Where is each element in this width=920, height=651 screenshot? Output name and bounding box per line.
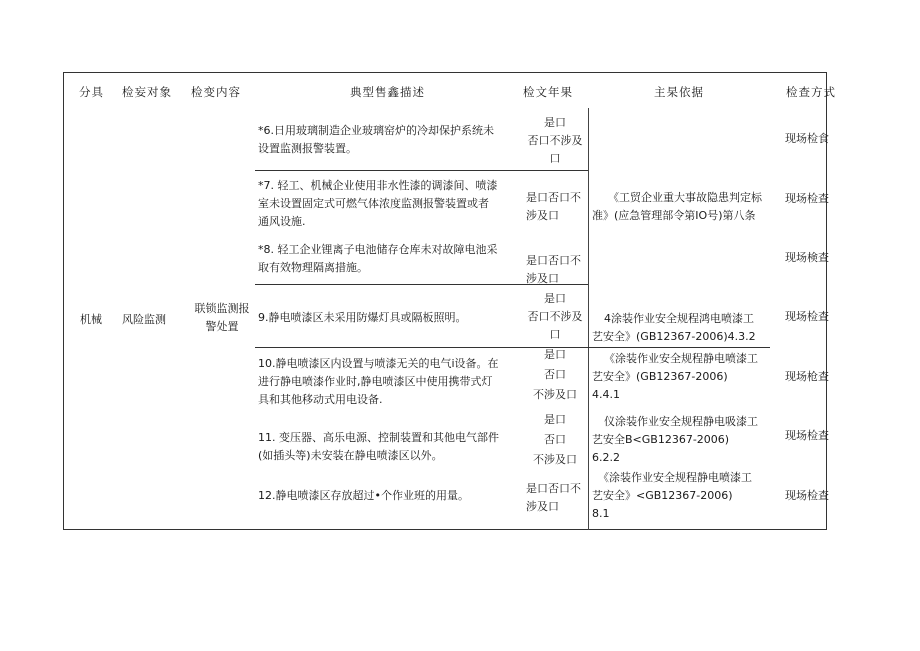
header-result: 检文年果 <box>523 85 573 99</box>
header-category: 分具 <box>79 85 104 99</box>
content-line: 警处置 <box>205 320 239 333</box>
desc-row-10 <box>258 355 499 409</box>
row-divider <box>255 170 588 171</box>
result-line: 是口否口不 <box>526 254 581 267</box>
result-line: 是口 <box>544 348 566 361</box>
basis-line: 8.1 <box>592 507 610 520</box>
result-line: 不涉及口 <box>533 388 577 401</box>
desc-row-8 <box>258 241 498 277</box>
result-line: 是口 <box>544 116 566 129</box>
result-row-8 <box>526 252 581 288</box>
desc-line: 设置监测报警装置。 <box>258 142 357 155</box>
method-row-11: 现场检查 <box>785 429 829 442</box>
desc-line: 10.静电喷漆区内设置与喷漆无关的电气i设备。在 <box>258 357 499 370</box>
content-line: 联锁监测报 <box>194 302 250 315</box>
basis-row-11 <box>592 413 758 467</box>
result-line: 否口不涉及 <box>527 310 583 323</box>
result-line: 是口否口不 <box>526 191 581 204</box>
result-row-11 <box>522 410 588 470</box>
header-basis: 主杲依据 <box>654 85 704 99</box>
desc-row-12: 12.静电喷漆区存放超过•个作业班的用量。 <box>258 489 469 502</box>
header-method: 检查方式 <box>786 85 836 99</box>
basis-line: 《涂装作业安全规程静电喷漆工 <box>598 471 752 484</box>
basis-accident-standard <box>592 189 762 225</box>
desc-row-9: 9.静电喷漆区未采用防爆灯具或隔板照明。 <box>258 311 467 324</box>
basis-line: 艺安全B<GB12367-2006) <box>592 433 730 446</box>
method-row-8: 现场検查 <box>785 251 829 264</box>
result-row-12 <box>526 480 581 516</box>
desc-row-7 <box>258 177 498 231</box>
result-line: 不涉及口 <box>533 453 577 466</box>
basis-line: 艺安全》(GB12367-2006)4.3.2 <box>592 330 756 343</box>
result-line: 是口 <box>544 413 566 426</box>
basis-line: 4.4.1 <box>592 388 620 401</box>
target-cell: 风险监测 <box>122 313 166 326</box>
method-row-12: 现场检查 <box>785 489 829 502</box>
result-row-10 <box>522 345 588 405</box>
result-line: 涉及口 <box>526 272 559 285</box>
result-line: 否口不涉及 <box>527 134 583 147</box>
desc-line: 进行静电喷漆作业时,静电喷漆区中使用携带式灯 <box>258 375 493 388</box>
desc-line: *7. 轻工、机械企业使用非水性漆的调漆间、喷漆 <box>258 179 498 192</box>
basis-line: 艺安全》<GB12367-2006) <box>592 489 733 502</box>
basis-line: 准》(应急管理部令第IO号)第八条 <box>592 209 756 222</box>
desc-line: 11. 变压器、高乐电源、控制装置和其他电气部件 <box>258 431 499 444</box>
result-row-7 <box>526 189 581 225</box>
desc-row-11 <box>258 429 499 465</box>
basis-line: 6.2.2 <box>592 451 620 464</box>
result-line: 口 <box>549 152 561 165</box>
basis-line: 仪涂装作业安全规程静电吸漆工 <box>604 415 758 428</box>
result-line: 口 <box>549 328 561 341</box>
result-row-6 <box>522 114 588 168</box>
method-row-7: 现场检查 <box>785 192 829 205</box>
basis-line: 《涂装作业安全规程静电喷漆工 <box>604 352 758 365</box>
header-content: 检变内容 <box>191 85 241 99</box>
method-row-10: 现场枪查 <box>785 370 829 383</box>
basis-column-line <box>588 108 589 530</box>
result-line: 是口 <box>544 292 566 305</box>
result-line: 否口 <box>544 368 566 381</box>
method-row-6: 现场检食 <box>785 132 829 145</box>
result-line: 否口 <box>544 433 566 446</box>
desc-line: 取有效物理隔离措施。 <box>258 261 368 274</box>
result-line: 涉及口 <box>526 500 559 513</box>
desc-line: (如插头等)未安装在静电喷漆区以外。 <box>258 449 443 462</box>
row-divider <box>255 347 770 348</box>
method-row-9: 现场检查 <box>785 310 829 323</box>
header-object: 检妄对象 <box>122 85 172 99</box>
basis-line: 艺安全》(GB12367-2006) <box>592 370 728 383</box>
header-description: 典型售鑫描述 <box>350 85 425 99</box>
desc-line: 具和其他移动式用电设备. <box>258 393 383 406</box>
desc-line: 室未设置固定式可燃气体浓度监测报警装置或者 <box>258 197 489 210</box>
desc-line: *8. 轻工企业锂离子电池储存仓库未对故障电池采 <box>258 243 498 256</box>
category-cell: 机械 <box>80 313 102 326</box>
result-row-9 <box>522 290 588 344</box>
basis-line: 4涂装作业安全规程鸿电喷漆工 <box>604 312 754 325</box>
desc-row-6 <box>258 122 494 158</box>
basis-line: 《工贸企业重大事故隐患判定标 <box>608 191 762 204</box>
basis-row-10 <box>592 350 758 404</box>
content-cell <box>190 300 254 336</box>
desc-line: *6.日用玻璃制造企业玻璃窑炉的冷却保护系统未 <box>258 124 494 137</box>
basis-row-12 <box>592 469 752 523</box>
result-line: 是口否口不 <box>526 482 581 495</box>
basis-row-9 <box>592 310 756 346</box>
desc-line: 通风设施. <box>258 215 306 228</box>
result-line: 涉及口 <box>526 209 559 222</box>
